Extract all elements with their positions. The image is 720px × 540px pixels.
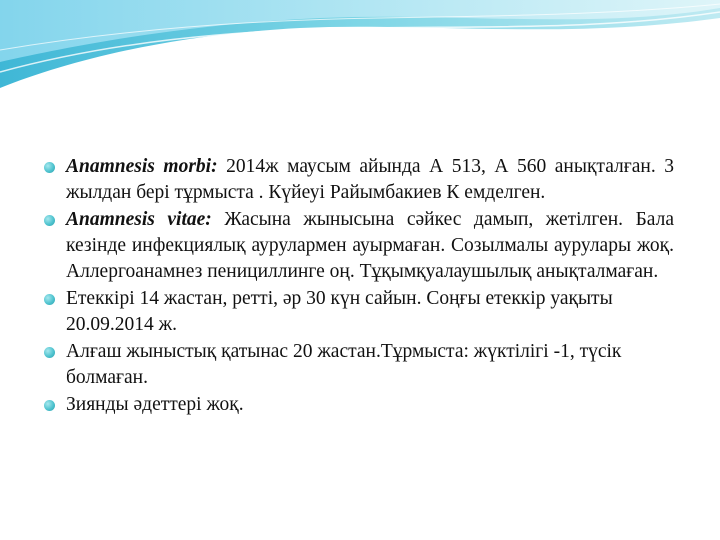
- list-item: [44, 154, 674, 206]
- bullet-list: [44, 154, 674, 418]
- bullet-icon: [44, 294, 55, 305]
- item-text: Алғаш жыныстық қатынас 20 жастан.Тұрмыста: жүктілігі -1, түсік болмаған.: [66, 341, 622, 388]
- item-text: Жасына жынысына сәйкес дамып, жетілген. Бала кезінде инфекциялық аурулармен ауырмаған. Созылмалы аурулары жоқ. Аллергоанамнез пенициллинге оң. Тұқымқуалаушылық анықталмаған.: [66, 209, 674, 282]
- header-wave-decoration: [0, 0, 720, 110]
- bullet-icon: [44, 162, 55, 173]
- list-item: [44, 286, 674, 338]
- bullet-icon: [44, 347, 55, 358]
- list-item: [44, 392, 674, 418]
- content-area: [44, 154, 674, 419]
- list-item: [44, 207, 674, 285]
- item-term: Anamnesis morbi:: [66, 156, 218, 177]
- bullet-icon: [44, 215, 55, 226]
- item-text: 2014ж маусым айында А 513, А 560 анықталған. 3 жылдан бері тұрмыста . Күйеуі Райымбакиев К емделген.: [66, 156, 674, 203]
- bullet-icon: [44, 400, 55, 411]
- item-text: Зиянды әдеттері жоқ.: [66, 394, 244, 415]
- item-text: Етеккірі 14 жастан, ретті, әр 30 күн сайын. Соңғы етеккір уақыты 20.09.2014 ж.: [66, 288, 613, 335]
- list-item: [44, 339, 674, 391]
- item-term: Anamnesis vitae:: [66, 209, 212, 230]
